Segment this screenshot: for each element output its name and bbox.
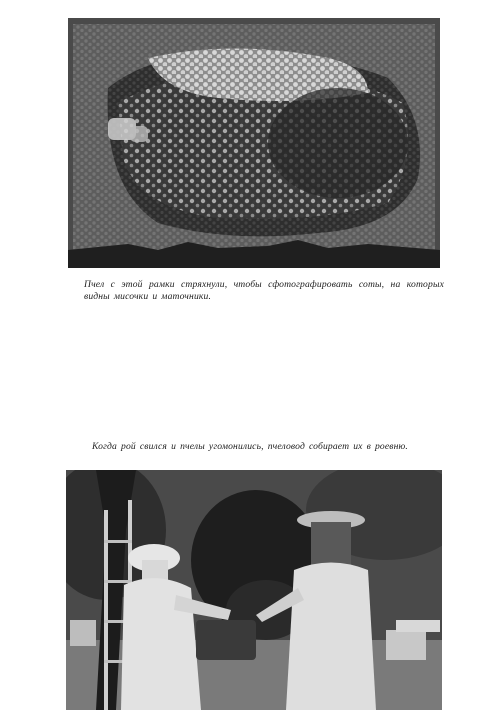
honeycomb-image [68,18,440,268]
swarm-caption: Когда рой свился и пчелы угомонились, пчеловод собирает их в роевню. [92,441,408,452]
beekeepers-photo [66,470,442,710]
honeycomb-photo [68,18,440,268]
beekeepers-image [66,470,442,710]
honeycomb-caption: Пчел с этой рамки стряхнули, чтобы сфотографировать соты, на которых видны мисочки и маточники. [84,279,444,302]
